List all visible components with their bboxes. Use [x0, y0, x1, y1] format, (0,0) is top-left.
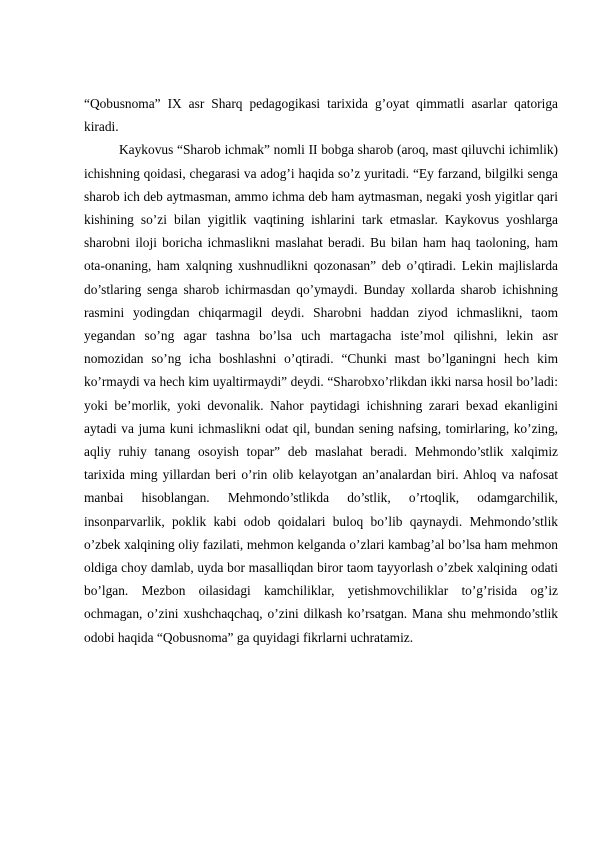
paragraph-intro: “Qobusnoma” IX asr Sharq pedagogikasi tarixida g’oyat qimmatli asarlar qatoriga kiradi.: [84, 96, 558, 135]
document-page: [84, 92, 558, 649]
paragraph-body: Kaykovus “Sharob ichmak” nomli II bobga sharob (aroq, mast qiluvchi ichimlik) ichishning qoidasi, chegarasi va adog’i haqida so’z yuritadi. “Ey farzand, bilgilki senga sharob ich deb aytmasman, ammo ichma deb ham aytmasman, negaki yosh yigitlar qari kishining so’zi bilan yigitlik vaqtining ishlarini tark etmaslar. Kaykovus yoshlarga sharobni iloji boricha ichmaslikni maslahat beradi. Bu bilan ham haq taoloning, ham ota-onaning, ham xalqning xushnudlikni qozonasan” deb o’qtiradi. Lekin majlislarda do’stlaring senga sharob ichirmasdan qo’ymaydi. Bunday xollarda sharob ichishning rasmini yodingdan chiqarmagil deydi. Sharobni haddan ziyod ichmaslikni, taom yegandan so’ng agar tashna bo’lsa uch martagacha iste’mol qilishni, lekin asr nomozidan so’ng icha boshlashni o’qtiradi. “Chunki mast bo’lganingni hech kim ko’rmaydi va hech kim uyaltirmaydi” deydi. “Sharobxo’rlikdan ikki narsa hosil bo’ladi: yoki be’morlik, yoki devonalik. Nahor paytidagi ichishning zarari bexad ekanligini aytadi va juma kuni ichmaslikni odat qil, bundan sening nafsing, tomirlaring, ko’zing, aqliy ruhiy tanang osoyish topar” deb maslahat beradi. Mehmondo’stlik xalqimiz tarixida ming yillardan beri o’rin olib kelayotgan an’analardan biri. Ahloq va nafosat manbai hisoblangan. Mehmondo’stlikda do’stlik, o’rtoqlik, odamgarchilik, insonparvarlik, poklik kabi odob qoidalari buloq bo’lib qaynaydi. Mehmondo’stlik o’zbek xalqining oliy fazilati, mehmon kelganda o’zlari kambag’al bo’lsa ham mehmon oldiga choy damlab, uyda bor masalliqdan biror taom tayyorlash o’zbek xalqining odati bo’lgan. Mezbon oilasidagi kamchiliklar, yetishmovchiliklar to’g’risida og’iz ochmagan, o’zini xushchaqchaq, o’zini dilkash ko’rsatgan. Mana shu mehmondo’stlik odobi haqida “Qobusnoma” ga quyidagi fikrlarni uchratamiz.: [84, 142, 558, 645]
